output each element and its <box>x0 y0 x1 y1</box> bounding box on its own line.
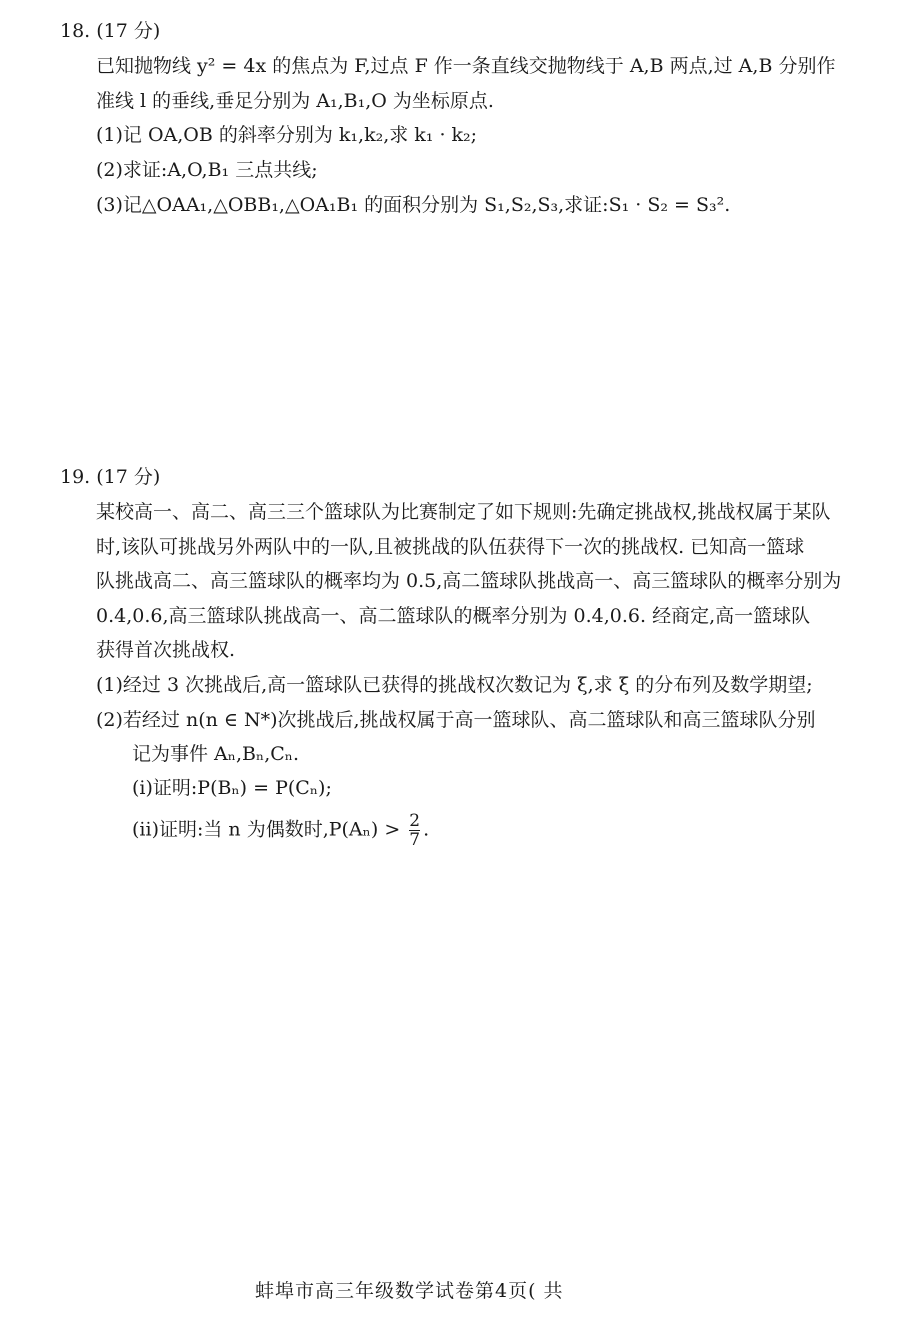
q19-part-1: (1)经过 3 次挑战后,高一篮球队已获得的挑战权次数记为 ξ,求 ξ 的分布列及数学期望; <box>96 674 813 696</box>
fraction-denominator: 7 <box>409 830 421 850</box>
q19-part-2-ii-suffix: . <box>423 818 430 841</box>
q19-stem-line-2: 时,该队可挑战另外两队中的一队,且被挑战的队伍获得下一次的挑战权. 已知高一篮球 <box>96 536 805 558</box>
q19-part-2-ii-text: (ii)证明:当 n 为偶数时,P(Aₙ) > <box>132 818 401 841</box>
q19-stem-line-4: 0.4,0.6,高三篮球队挑战高一、高二篮球队的概率分别为 0.4,0.6. 经商定,高一篮球队 <box>96 605 811 627</box>
q18-stem-line-1: 已知抛物线 y² = 4x 的焦点为 F,过点 F 作一条直线交抛物线于 A,B 两点,过 A,B 分别作 <box>96 55 836 77</box>
q19-part-2-line-1: (2)若经过 n(n ∈ N*)次挑战后,挑战权属于高一篮球队、高二篮球队和高三篮球队分别 <box>96 709 816 731</box>
q18-header: 18. (17 分) <box>60 20 161 42</box>
q18-stem-line-2: 准线 l 的垂线,垂足分别为 A₁,B₁,O 为坐标原点. <box>96 90 494 112</box>
q18-part-1: (1)记 OA,OB 的斜率分别为 k₁,k₂,求 k₁ · k₂; <box>96 124 478 146</box>
fraction-two-sevenths <box>409 812 420 849</box>
q19-stem-line-3: 队挑战高二、高三篮球队的概率均为 0.5,高二篮球队挑战高一、高三篮球队的概率分别为 <box>96 570 842 592</box>
q19-header: 19. (17 分) <box>60 466 161 488</box>
footer-fade <box>600 1282 640 1302</box>
q18-part-2: (2)求证:A,O,B₁ 三点共线; <box>96 159 318 181</box>
q19-stem-line-1: 某校高一、高二、高三三个篮球队为比赛制定了如下规则:先确定挑战权,挑战权属于某队 <box>96 501 831 523</box>
q19-stem-line-5: 获得首次挑战权. <box>96 639 236 661</box>
q19-part-2-ii <box>132 812 429 849</box>
page-footer: 蚌埠市高三年级数学试卷第4页( 共 <box>255 1280 564 1302</box>
fraction-numerator: 2 <box>409 811 421 831</box>
q19-part-2-i: (i)证明:P(Bₙ) = P(Cₙ); <box>132 777 332 799</box>
q18-part-3: (3)记△OAA₁,△OBB₁,△OA₁B₁ 的面积分别为 S₁,S₂,S₃,求证:S₁ · S₂ = S₃². <box>96 194 731 216</box>
q19-part-2-line-2: 记为事件 Aₙ,Bₙ,Cₙ. <box>132 743 300 765</box>
